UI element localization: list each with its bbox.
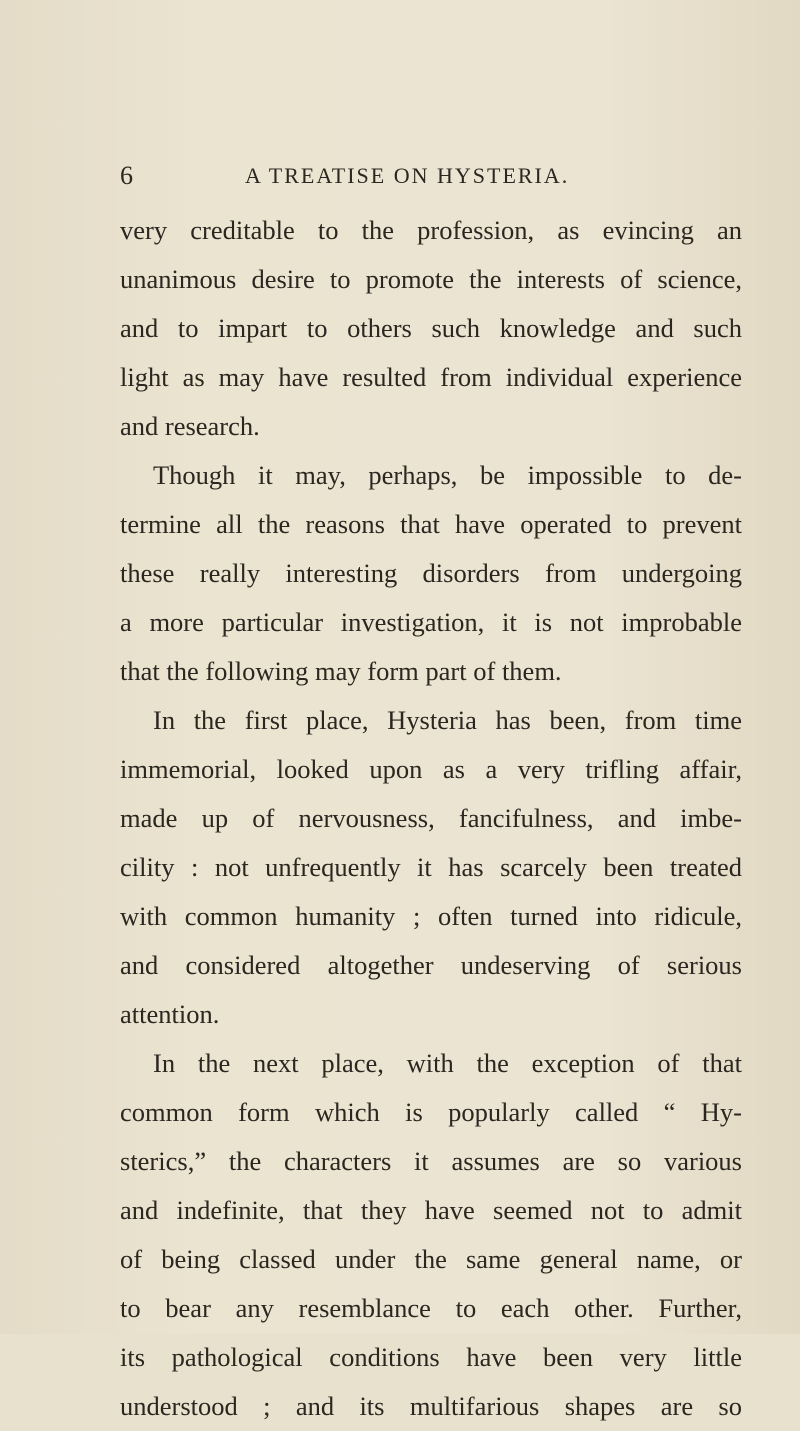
text-line: that the following may form part of them. — [120, 656, 562, 686]
text-line: common form which is popularly called “ Hy- — [120, 1097, 742, 1127]
text-line: of being classed under the same general name, or — [120, 1244, 742, 1274]
text-line: cility : not unfrequently it has scarcely been treated — [120, 852, 742, 882]
page-number: 6 — [120, 161, 133, 190]
text-line: immemorial, looked upon as a very trifling affair, — [120, 754, 742, 784]
text-line: and research. — [120, 411, 260, 441]
text-line: with common humanity ; often turned into ridicule, — [120, 901, 742, 931]
text-line: and indefinite, that they have seemed not to admit — [120, 1195, 742, 1225]
text-line: In the next place, with the exception of that — [153, 1048, 742, 1078]
text-line: its pathological conditions have been very little — [120, 1342, 742, 1372]
text-line: attention. — [120, 999, 220, 1029]
page-header — [120, 161, 720, 197]
text-line: unanimous desire to promote the interests of science, — [120, 264, 742, 294]
text-line: Though it may, perhaps, be impossible to de- — [153, 460, 742, 490]
text-line: and to impart to others such knowledge and such — [120, 313, 742, 343]
text-line: made up of nervousness, fancifulness, and imbe- — [120, 803, 742, 833]
text-line: termine all the reasons that have operated to prevent — [120, 509, 742, 539]
text-line: light as may have resulted from individual experience — [120, 362, 742, 392]
text-line: and considered altogether undeserving of serious — [120, 950, 742, 980]
body-text — [120, 206, 742, 1431]
text-line: these really interesting disorders from undergoing — [120, 558, 742, 588]
text-line: to bear any resemblance to each other. Further, — [120, 1293, 742, 1323]
text-line: understood ; and its multifarious shapes are so — [120, 1391, 742, 1421]
text-line: sterics,” the characters it assumes are so various — [120, 1146, 742, 1176]
text-line: In the first place, Hysteria has been, from time — [153, 705, 742, 735]
running-head: A TREATISE ON HYSTERIA. — [245, 163, 570, 188]
text-line: very creditable to the profession, as evincing an — [120, 215, 742, 245]
text-line: a more particular investigation, it is not improbable — [120, 607, 742, 637]
